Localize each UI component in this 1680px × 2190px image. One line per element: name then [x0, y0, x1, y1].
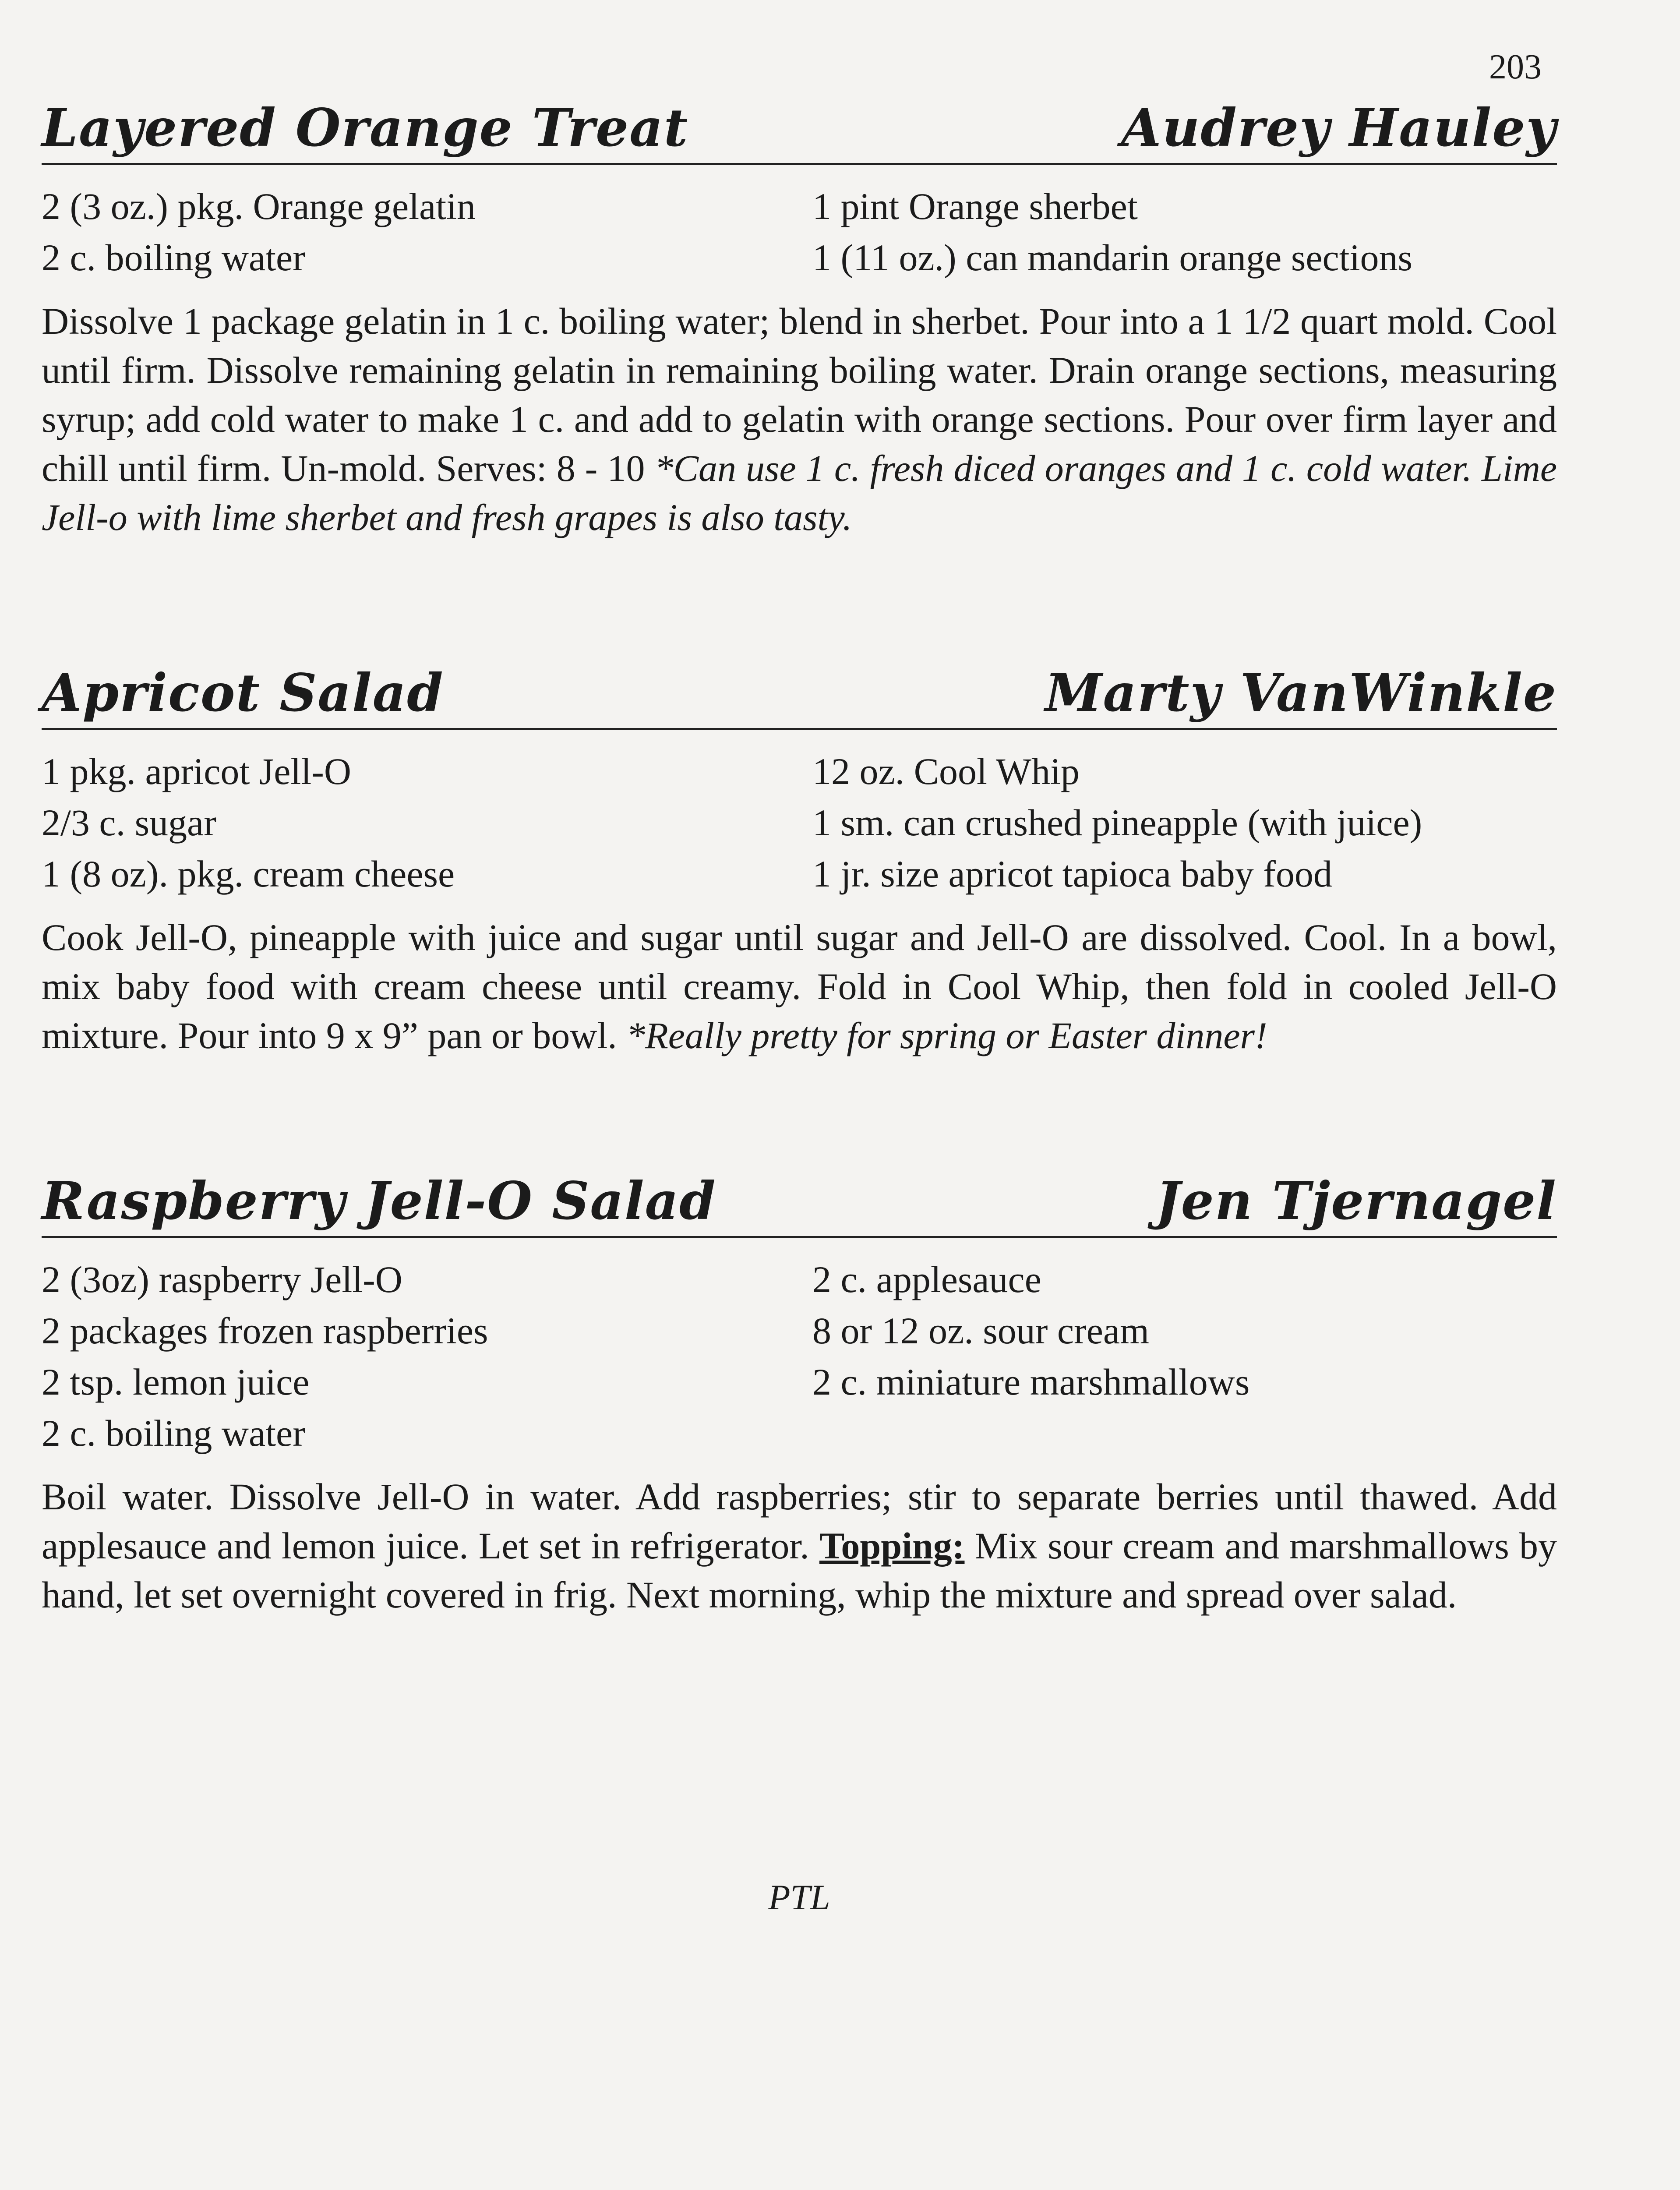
recipe-apricot-salad: [42, 662, 1557, 1060]
ingredient: 1 sm. can crushed pineapple (with juice): [812, 801, 1422, 844]
ingredient-list: [42, 181, 1557, 283]
ingredient: 2 c. miniature marshmallows: [812, 1360, 1250, 1403]
ingredient-list: [42, 1254, 1557, 1459]
recipe-instructions: [42, 1472, 1557, 1619]
recipe-author: Audrey Hauley: [1121, 97, 1557, 158]
recipe-title: Layered Orange Treat: [42, 97, 689, 158]
recipe-author: Marty VanWinkle: [1045, 662, 1557, 723]
recipe-layered-orange-treat: [42, 97, 1557, 542]
ingredient: 2 packages frozen raspberries: [42, 1309, 488, 1352]
recipe-title: Apricot Salad: [42, 662, 444, 723]
ingredient: 2 (3oz) raspberry Jell-O: [42, 1258, 402, 1300]
instruction-text: Boil water. Dissolve Jell-O in water. Add raspberries; stir to separate berries until thawed. Add applesauce and lemon juice. Let set in refrigerator.: [42, 1475, 1557, 1567]
ingredient-column-left: [42, 1254, 812, 1459]
ingredient: 2 c. boiling water: [42, 236, 305, 279]
topping-label: Topping:: [819, 1524, 965, 1567]
recipe-header: [42, 662, 1557, 730]
instruction-text: Mix sour cream and marshmallows by hand, let set overnight covered in frig. Next morning, whip the mixture and spread over salad.: [42, 1524, 1557, 1616]
recipe-note: *Can use 1 c. fresh diced oranges and 1 c. cold water. Lime Jell-o with lime sherbet and fresh grapes is also tasty.: [42, 447, 1557, 538]
page-footer: PTL: [768, 1877, 830, 1917]
page-number: 203: [1489, 48, 1542, 86]
recipe-instructions: [42, 913, 1557, 1060]
ingredient: 2 c. applesauce: [812, 1258, 1041, 1300]
ingredient-list: [42, 746, 1557, 900]
ingredient: 1 pkg. apricot Jell-O: [42, 750, 351, 792]
ingredient: 1 pint Orange sherbet: [812, 185, 1138, 227]
ingredient: 2 tsp. lemon juice: [42, 1360, 310, 1403]
ingredient: 1 (11 oz.) can mandarin orange sections: [812, 236, 1412, 279]
recipe-header: [42, 1170, 1557, 1238]
ingredient: 12 oz. Cool Whip: [812, 750, 1080, 792]
ingredient-column-right: [812, 181, 1557, 283]
recipe-header: [42, 97, 1557, 165]
ingredient: 1 (8 oz). pkg. cream cheese: [42, 852, 455, 895]
recipe-note: *Really pretty for spring or Easter dinner!: [626, 1014, 1267, 1056]
instruction-text: Cook Jell-O, pineapple with juice and sugar until sugar and Jell-O are dissolved. Cool. In a bowl, mix baby food with cream cheese until creamy. Fold in Cool Whip, then fold in cooled Jell-O mixture. Pour into 9 x 9” pan or bowl.: [42, 916, 1557, 1056]
ingredient-column-left: [42, 181, 812, 283]
instruction-text: Dissolve 1 package gelatin in 1 c. boiling water; blend in sherbet. Pour into a 1 1/2 quart mold. Cool until firm. Dissolve remaining gelatin in remaining boiling water. Drain orange sections, measuring syrup; add cold water to make 1 c. and add to gelatin with orange sections. Pour over firm layer and chill until firm. Un-mold. Serves: 8 - 10: [42, 300, 1557, 489]
ingredient-column-left: [42, 746, 812, 900]
ingredient: 2 c. boiling water: [42, 1412, 305, 1454]
ingredient-column-right: [812, 1254, 1557, 1459]
ingredient: 2/3 c. sugar: [42, 801, 216, 844]
ingredient: 2 (3 oz.) pkg. Orange gelatin: [42, 185, 476, 227]
ingredient: 1 jr. size apricot tapioca baby food: [812, 852, 1332, 895]
ingredient: 8 or 12 oz. sour cream: [812, 1309, 1149, 1352]
recipe-title: Raspberry Jell-O Salad: [42, 1170, 716, 1231]
recipe-instructions: [42, 297, 1557, 542]
ingredient-column-right: [812, 746, 1557, 900]
recipe-author: Jen Tjernagel: [1155, 1170, 1557, 1231]
recipe-raspberry-jello-salad: [42, 1170, 1557, 1619]
